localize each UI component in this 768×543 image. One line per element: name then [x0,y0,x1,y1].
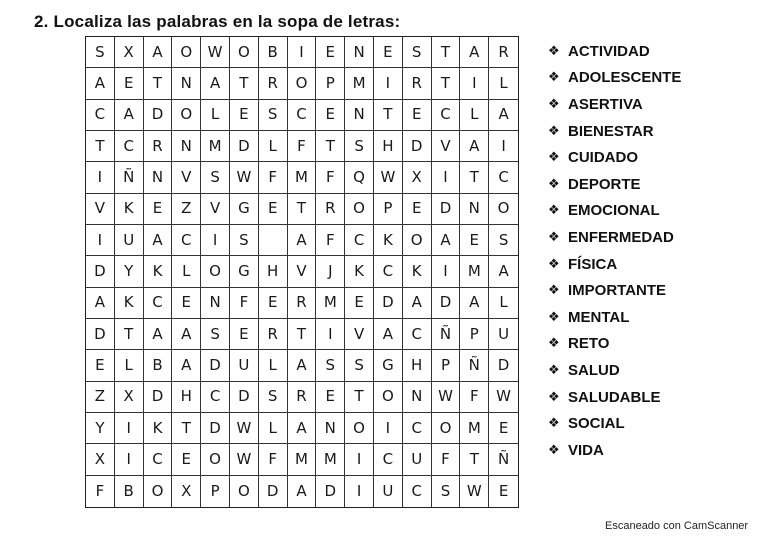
grid-cell: L [489,288,518,319]
word-list-item [548,38,681,65]
word-label: EMOCIONAL [568,202,660,220]
grid-cell: M [288,444,317,475]
word-list-item [548,384,681,411]
grid-cell: S [201,319,230,350]
grid-cell: O [345,194,374,225]
grid-cell: P [374,194,403,225]
grid-cell: M [316,444,345,475]
diamond-bullet-icon: ❖ [548,176,560,192]
grid-cell: D [432,194,461,225]
grid-cell: L [259,413,288,444]
grid-cell: E [259,194,288,225]
grid-cell: S [316,350,345,381]
grid-cell: S [259,382,288,413]
grid-cell: K [345,256,374,287]
grid-cell: I [432,162,461,193]
grid-cell: U [230,350,259,381]
grid-cell: O [374,382,403,413]
grid-cell: Ñ [489,444,518,475]
grid-cell: O [201,256,230,287]
word-list-item [548,171,681,198]
word-list-item [548,277,681,304]
grid-cell: W [460,476,489,507]
grid-cell: A [489,256,518,287]
grid-cell: A [86,68,115,99]
grid-cell: I [374,68,403,99]
word-label: DEPORTE [568,175,641,193]
grid-cell: E [403,100,432,131]
grid-cell: N [316,413,345,444]
diamond-bullet-icon: ❖ [548,442,560,458]
grid-cell: V [432,131,461,162]
grid-cell: F [259,162,288,193]
grid-cell: L [259,350,288,381]
grid-cell: W [432,382,461,413]
grid-cell: T [288,319,317,350]
grid-cell: L [489,68,518,99]
word-label: ADOLESCENTE [568,69,682,87]
grid-cell: A [144,37,173,68]
grid-cell: N [172,68,201,99]
grid-cell: N [460,194,489,225]
grid-cell: R [288,382,317,413]
grid-cell: A [288,350,317,381]
grid-cell: T [115,319,144,350]
word-list-item [548,331,681,358]
grid-cell: D [316,476,345,507]
grid-cell: G [230,256,259,287]
grid-cell: K [144,256,173,287]
grid-cell: O [144,476,173,507]
grid-cell: E [498,481,509,500]
grid-cell: F [460,382,489,413]
grid-cell: E [316,37,345,68]
grid-cell: A [115,100,144,131]
word-label: RETO [568,335,610,353]
diamond-bullet-icon: ❖ [548,416,560,432]
grid-cell: D [144,382,173,413]
diamond-bullet-icon: ❖ [548,336,560,352]
diamond-bullet-icon: ❖ [548,389,560,405]
diamond-bullet-icon: ❖ [548,256,560,272]
grid-cell: W [230,413,259,444]
grid-cell: K [403,256,432,287]
word-list-item [548,251,681,278]
grid-cell: D [403,131,432,162]
word-label: FÍSICA [568,255,618,273]
grid-cell: A [144,225,173,256]
grid-cell: U [374,476,403,507]
grid-cell: D [201,350,230,381]
diamond-bullet-icon: ❖ [548,362,560,378]
grid-cell: W [230,444,259,475]
grid-cell: E [316,382,345,413]
grid-cell: E [489,413,518,444]
grid-cell: E [230,100,259,131]
grid-cell: F [432,444,461,475]
grid-cell: E [374,37,403,68]
grid-cell: I [115,444,144,475]
grid-cell: C [172,225,201,256]
word-list-item [548,304,681,331]
grid-cell: E [316,100,345,131]
grid-cell: O [288,68,317,99]
grid-cell: E [259,288,288,319]
grid-cell: C [403,413,432,444]
word-list-item [548,224,681,251]
grid-cell: L [259,131,288,162]
word-label: CUIDADO [568,149,638,167]
grid-cell: S [86,37,115,68]
grid-cell: C [489,162,518,193]
grid-cell: C [201,382,230,413]
grid-cell: S [259,100,288,131]
grid-cell: X [86,444,115,475]
grid-cell: N [403,382,432,413]
diamond-bullet-icon: ❖ [548,203,560,219]
grid-cell: A [489,100,518,131]
grid-cell: P [316,68,345,99]
grid-cell: M [460,413,489,444]
grid-cell: X [115,37,144,68]
grid-cell: R [288,288,317,319]
grid-cell: N [144,162,173,193]
grid-cell: B [115,476,144,507]
grid-cell: C [432,100,461,131]
grid-cell: T [172,413,201,444]
grid-cell: A [201,68,230,99]
diamond-bullet-icon: ❖ [548,150,560,166]
word-label: ACTIVIDAD [568,42,650,60]
grid-cell: C [115,131,144,162]
diamond-bullet-icon: ❖ [548,229,560,245]
grid-cell: I [86,225,115,256]
grid-cell: V [345,319,374,350]
grid-cell: K [115,288,144,319]
grid-cell: W [201,37,230,68]
grid-cell: O [489,194,518,225]
grid-cell: L [115,350,144,381]
grid-cell: R [316,194,345,225]
grid-cell: B [259,37,288,68]
grid-cell: A [86,288,115,319]
grid-cell: K [374,225,403,256]
grid-cell: D [144,100,173,131]
grid-cell: E [86,350,115,381]
grid-cell: A [288,476,317,507]
grid-cell: I [288,37,317,68]
grid-cell: O [172,37,201,68]
grid-cell: O [345,413,374,444]
word-label: SALUDABLE [568,388,661,406]
word-label: VIDA [568,441,604,459]
word-list-item [548,357,681,384]
grid-cell: S [230,225,259,256]
grid-cell: E [172,444,201,475]
grid-cell: D [230,382,259,413]
grid-cell: F [316,162,345,193]
grid-cell: W [374,162,403,193]
grid-cell: K [115,194,144,225]
grid-cell: V [172,162,201,193]
grid-cell: O [201,444,230,475]
word-list-item [548,410,681,437]
word-list [548,38,681,464]
grid-cell: R [144,131,173,162]
grid-cell: U [489,319,518,350]
grid-cell: X [172,476,201,507]
grid-cell: E [403,194,432,225]
word-list-item [548,118,681,145]
grid-cell: T [345,382,374,413]
grid-cell: S [403,37,432,68]
word-list-item [548,198,681,225]
word-label: IMPORTANTE [568,282,667,300]
grid-cell: I [345,476,374,507]
grid-cell: F [259,444,288,475]
diamond-bullet-icon: ❖ [548,96,560,112]
word-label: BIENESTAR [568,122,654,140]
grid-cell: I [86,162,115,193]
grid-cell: E [230,319,259,350]
grid-cell: R [489,37,518,68]
grid-cell: I [489,131,518,162]
grid-cell: H [259,256,288,287]
grid-cell: D [86,256,115,287]
grid-cell: V [201,194,230,225]
grid-cell: T [288,194,317,225]
grid-cell: D [230,131,259,162]
grid-cell: A [288,413,317,444]
grid-cell: K [144,413,173,444]
grid-cell: P [432,350,461,381]
grid-cell: A [460,288,489,319]
grid-cell: T [460,162,489,193]
grid-cell: T [230,68,259,99]
grid-cell: L [460,100,489,131]
grid-cell: C [403,476,432,507]
exercise-title: 2. Localiza las palabras en la sopa de letras: [34,12,401,31]
grid-cell: Q [345,162,374,193]
grid-cell: F [288,131,317,162]
grid-cell: M [201,131,230,162]
grid-cell: S [345,350,374,381]
grid-cell: S [345,131,374,162]
grid-cell: T [144,68,173,99]
grid-cell: D [432,288,461,319]
word-label: SALUD [568,361,620,379]
grid-cell: I [374,413,403,444]
grid-cell: A [460,37,489,68]
grid-cell: I [460,68,489,99]
grid-cell: S [489,225,518,256]
grid-cell: L [172,256,201,287]
grid-cell: J [316,256,345,287]
grid-cell: D [201,413,230,444]
grid-cell: C [144,444,173,475]
grid-cell: I [115,413,144,444]
grid-cell: C [374,256,403,287]
grid-cell: N [201,288,230,319]
grid-cell: Z [86,382,115,413]
grid-cell: O [172,100,201,131]
grid-cell: V [288,256,317,287]
grid-cell: T [432,68,461,99]
word-list-item [548,437,681,464]
grid-cell: W [489,382,518,413]
diamond-bullet-icon: ❖ [548,70,560,86]
grid-cell: R [259,319,288,350]
grid-cell: L [201,100,230,131]
grid-cell: A [288,225,317,256]
grid-cell: Y [115,256,144,287]
grid-cell: P [201,476,230,507]
grid-cell: U [403,444,432,475]
grid-cell: H [403,350,432,381]
grid-cell: I [201,225,230,256]
grid-cell: X [403,162,432,193]
diamond-bullet-icon: ❖ [548,283,560,299]
grid-cell: V [86,194,115,225]
grid-cell: T [460,444,489,475]
grid-cell: M [288,162,317,193]
grid-cell: G [230,194,259,225]
grid-cell: B [144,350,173,381]
grid-cell: Ñ [460,350,489,381]
grid-cell: C [345,225,374,256]
grid-cell: M [345,68,374,99]
grid-cell: T [432,37,461,68]
word-list-item [548,65,681,92]
diamond-bullet-icon: ❖ [548,43,560,59]
grid-cell: C [374,444,403,475]
grid-cell: E [460,225,489,256]
grid-cell: Y [86,413,115,444]
grid-cell: D [489,350,518,381]
grid-cell: H [172,382,201,413]
grid-cell: F [230,288,259,319]
grid-cell: T [316,131,345,162]
grid-cell: I [316,319,345,350]
grid-cell: C [288,100,317,131]
grid-cell: M [316,288,345,319]
grid-cell: P [460,319,489,350]
grid-cell: F [86,476,115,507]
word-label: SOCIAL [568,415,625,433]
grid-cell: C [403,319,432,350]
grid-cell: U [115,225,144,256]
diamond-bullet-icon: ❖ [548,123,560,139]
grid-cell: A [144,319,173,350]
grid-cell: E [115,68,144,99]
grid-cell: G [374,350,403,381]
grid-cell: N [345,37,374,68]
grid-cell: N [345,100,374,131]
word-label: ASERTIVA [568,95,643,113]
grid-cell: R [259,68,288,99]
grid-cell: W [230,162,259,193]
word-list-item [548,91,681,118]
grid-cell: T [374,100,403,131]
grid-cell [259,225,288,256]
scanner-watermark: Escaneado con CamScanner [605,520,749,532]
grid-cell: C [86,100,115,131]
grid-cell: I [345,444,374,475]
grid-cell: E [172,288,201,319]
grid-cell: F [316,225,345,256]
word-list-item [548,144,681,171]
grid-cell: A [460,131,489,162]
grid-cell: D [374,288,403,319]
grid-cell: A [172,319,201,350]
grid-cell: D [86,319,115,350]
grid-cell: M [460,256,489,287]
grid-cell: O [230,37,259,68]
grid-cell: A [374,319,403,350]
grid-cell: E [144,194,173,225]
grid-cell: H [374,131,403,162]
grid-cell: R [403,68,432,99]
grid-cell: S [201,162,230,193]
grid-cell: A [172,350,201,381]
grid-cell: Ñ [432,319,461,350]
grid-cell: A [432,225,461,256]
grid-cell: A [403,288,432,319]
grid-cell: T [86,131,115,162]
word-search-grid [85,36,519,508]
grid-cell: D [259,476,288,507]
grid-cell: O [432,413,461,444]
grid-cell: Ñ [115,162,144,193]
grid-cell: X [115,382,144,413]
word-label: MENTAL [568,308,630,326]
grid-cell: I [432,256,461,287]
grid-cell: S [432,476,461,507]
diamond-bullet-icon: ❖ [548,309,560,325]
grid-cell: C [144,288,173,319]
grid-cell: N [172,131,201,162]
word-label: ENFERMEDAD [568,228,674,246]
grid-cell: O [403,225,432,256]
grid-cell: Z [172,194,201,225]
grid-cell: E [345,288,374,319]
grid-cell: O [230,476,259,507]
